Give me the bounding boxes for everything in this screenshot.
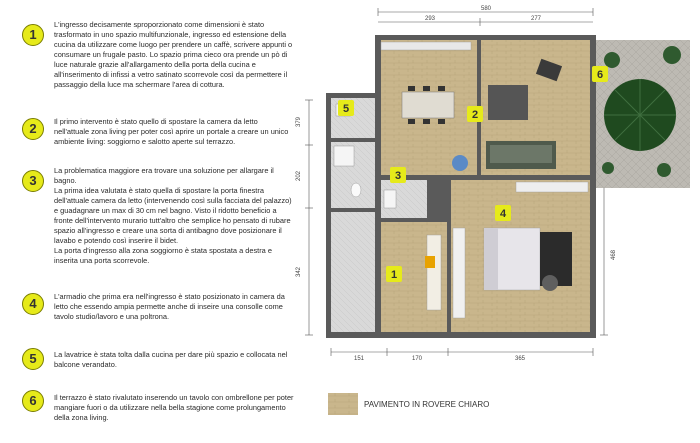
legend-label: PAVIMENTO IN ROVERE CHIARO <box>364 400 490 409</box>
plan-marker-4 <box>495 205 511 221</box>
plan-marker-5 <box>338 100 354 116</box>
dim-top-left: 293 <box>424 16 436 22</box>
wardrobe <box>453 228 465 318</box>
note-4-badge: 4 <box>22 293 44 315</box>
note-3-badge: 3 <box>22 170 44 192</box>
kitchen-counter <box>381 42 471 50</box>
bed-pillows <box>484 228 498 290</box>
note-6-text: Il terrazzo è stato rivalutato inserendo un tavolo con ombrellone per poter mangiare fuori o da utilizzare nella bella stagione come prolungamento della zona living. <box>54 393 294 422</box>
dim-right-total: 468 <box>611 249 617 261</box>
svg-text:5: 5 <box>342 103 350 115</box>
dim-left-upper: 379 <box>296 116 302 128</box>
dim-bottom-3: 365 <box>514 356 526 362</box>
plan-marker-1 <box>386 266 402 282</box>
dim-top-total: 580 <box>480 6 492 12</box>
umbrella-icon <box>604 79 676 151</box>
plan-marker-6 <box>592 66 608 82</box>
legend-swatch <box>328 393 358 415</box>
poltrona <box>542 275 558 291</box>
living-rug <box>488 85 528 120</box>
note-5-text: La lavatrice è stata tolta dalla cucina per dare più spazio e collocata nel balcone verandato. <box>54 350 288 369</box>
floor-plan <box>296 0 700 390</box>
side-table <box>452 155 468 171</box>
dim-bottom-1: 151 <box>353 356 365 362</box>
note-6-badge: 6 <box>22 390 44 412</box>
sofa-cushions <box>490 145 552 163</box>
dim-bottom-2: 170 <box>411 356 423 362</box>
svg-text:3: 3 <box>394 170 402 182</box>
dim-top-right: 277 <box>530 16 542 22</box>
dim-left-lower: 342 <box>296 266 302 278</box>
note-4-text: L'armadio che prima era nell'ingresso è stato posizionato in camera da letto che essendo ampia permette anche di inseire una consolle come tavolo studio/lavoro e una poltrona. <box>54 292 285 321</box>
entrance-cabinet <box>427 235 441 310</box>
svg-text:1: 1 <box>390 269 398 281</box>
svg-text:6: 6 <box>596 69 604 81</box>
room-closet <box>331 212 375 332</box>
toilet <box>351 183 361 197</box>
note-2-badge: 2 <box>22 118 44 140</box>
dim-left-mid: 202 <box>296 170 302 182</box>
note-5-badge: 5 <box>22 348 44 370</box>
note-1-text: L'ingresso decisamente sproporzionato come dimensioni è stato trasformato in uno spazio multifunzionale, ingresso ed estensione della cucina da utilizzare come luogo per prendere un caffè, scrivere appunti o consumare un frugale pasto. Lo spazio prima cieco ora prende un pò di luce naturale grazie all'allargamento della porta della cucina e all'inserimento di infissi a vetro satinato scorrevole così da permettere il passaggio della luce ma schermare l'area di cottura. <box>54 20 293 89</box>
dining-table <box>402 92 454 118</box>
plan-marker-3 <box>390 167 406 183</box>
svg-text:4: 4 <box>499 208 507 220</box>
svg-text:2: 2 <box>471 109 479 121</box>
sink <box>384 190 396 208</box>
shower <box>334 146 354 166</box>
plan-marker-2 <box>467 106 483 122</box>
note-3-text: La problematica maggiore era trovare una soluzione per allargare il bagno. La prima idea valutata è stato quella di spostare la porta finestra dell'attuale camera da letto (intervenendo così sulla facciata del palazzo) e guadagnare un max di 30 cm nel bagno. Visto il ridotto beneficio a fronte dell'intervento murario tutt'altro che semplice ho pensato di rubare spazio all'ingresso e creare una sorta di antibagno dove posizionare il lavabo e potendo così inserire il bidet. La porta d'ingresso alla zona soggiorno è stata spostata a destra e inserita una porta scorrevole. <box>54 166 292 265</box>
desk <box>516 182 588 192</box>
note-1-badge: 1 <box>22 24 44 46</box>
note-2-text: Il primo intervento è stato quello di spostare la camera da letto nell'attuale zona living per poter così aprire un portale a creare un unico ambiente living: soggiorno e salotto aperte sul terrazzo. <box>54 117 289 146</box>
yellow-stool <box>425 256 435 268</box>
